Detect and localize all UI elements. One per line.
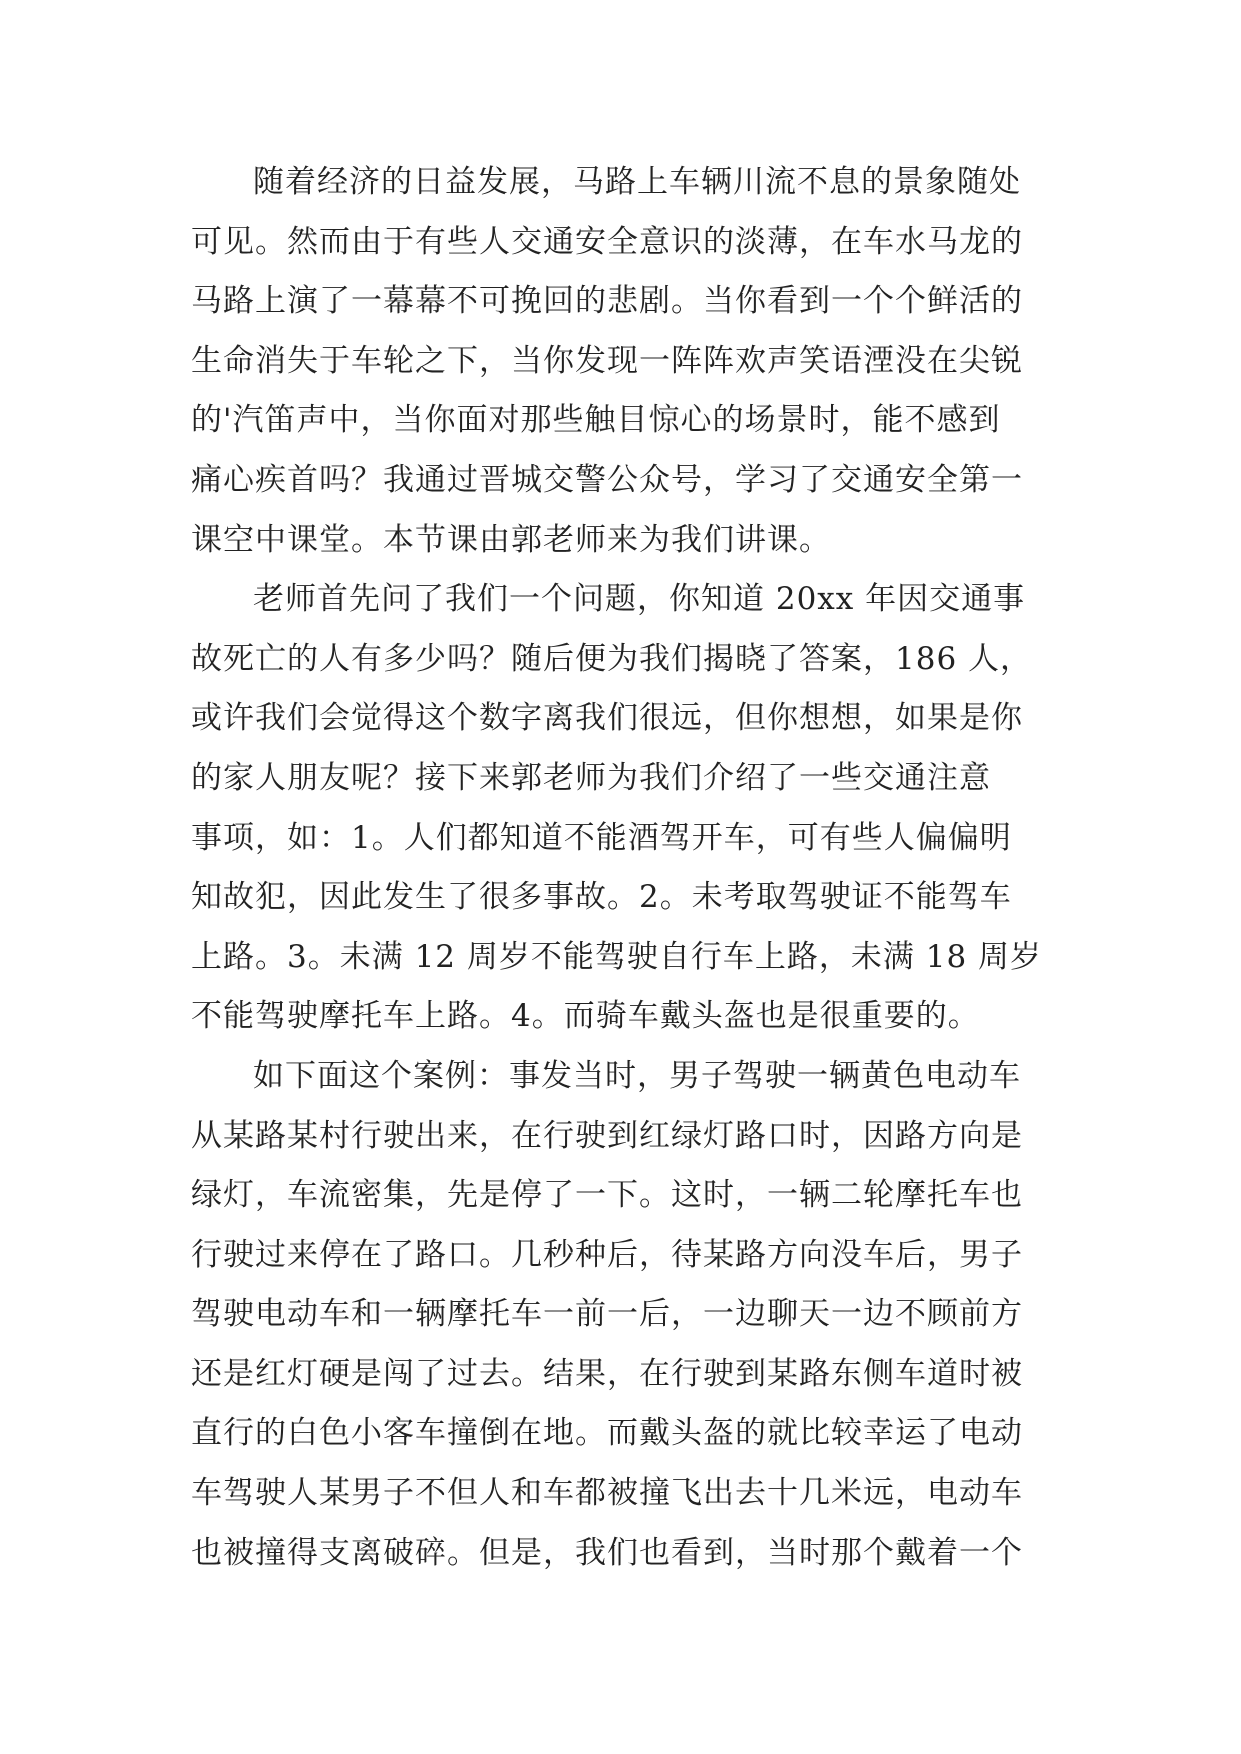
text-line: 还是红灯硬是闯了过去。结果，在行驶到某路东侧车道时被	[191, 1355, 1023, 1392]
text-line: 课空中课堂。本节课由郭老师来为我们讲课。	[191, 521, 831, 558]
text-line: 马路上演了一幕幕不可挽回的悲剧。当你看到一个个鲜活的	[191, 283, 1023, 320]
text-line: 的家人朋友呢？接下来郭老师为我们介绍了一些交通注意	[191, 759, 991, 796]
text-line: 上路。3。未满 12 周岁不能驾驶自行车上路，未满 18 周岁	[191, 938, 1043, 975]
text-line: 痛心疾首吗？我通过晋城交警公众号，学习了交通安全第一	[191, 461, 1023, 498]
text-line: 驾驶电动车和一辆摩托车一前一后，一边聊天一边不顾前方	[191, 1296, 1023, 1333]
text-line: 的'汽笛声中，当你面对那些触目惊心的场景时，能不感到	[191, 402, 1001, 439]
text-line: 随着经济的日益发展，马路上车辆川流不息的景象随处	[253, 164, 1021, 200]
text-line: 直行的白色小客车撞倒在地。而戴头盔的就比较幸运了电动	[191, 1415, 1023, 1452]
text-line: 从某路某村行驶出来，在行驶到红绿灯路口时，因路方向是	[191, 1117, 1023, 1154]
text-line: 也被撞得支离破碎。但是，我们也看到，当时那个戴着一个	[191, 1534, 1023, 1571]
text-line: 不能驾驶摩托车上路。4。而骑车戴头盔也是很重要的。	[191, 998, 980, 1035]
text-line: 故死亡的人有多少吗？随后便为我们揭晓了答案，186 人，	[191, 640, 1033, 677]
text-line: 或许我们会觉得这个数字离我们很远，但你想想，如果是你	[191, 700, 1023, 737]
text-line: 知故犯，因此发生了很多事故。2。未考取驾驶证不能驾车	[191, 879, 1012, 916]
paragraph-1	[191, 153, 1053, 570]
text-line: 如下面这个案例：事发当时，男子驾驶一辆黄色电动车	[253, 1057, 1021, 1094]
text-line: 生命消失于车轮之下，当你发现一阵阵欢声笑语湮没在尖锐	[191, 342, 1023, 379]
text-line: 绿灯，车流密集，先是停了一下。这时，一辆二轮摩托车也	[191, 1177, 1023, 1214]
text-line: 事项，如：1。人们都知道不能酒驾开车，可有些人偏偏明	[191, 819, 1012, 856]
text-line: 可见。然而由于有些人交通安全意识的淡薄，在车水马龙的	[191, 223, 1023, 260]
text-line: 车驾驶人某男子不但人和车都被撞飞出去十几米远，电动车	[191, 1475, 1023, 1512]
text-line: 行驶过来停在了路口。几秒种后，待某路方向没车后，男子	[191, 1236, 1023, 1273]
paragraph-3	[191, 1047, 1053, 1583]
text-line: 老师首先问了我们一个问题，你知道 20xx 年因交通事	[253, 581, 1026, 618]
paragraph-2	[191, 570, 1053, 1047]
body-text	[191, 153, 1053, 1583]
